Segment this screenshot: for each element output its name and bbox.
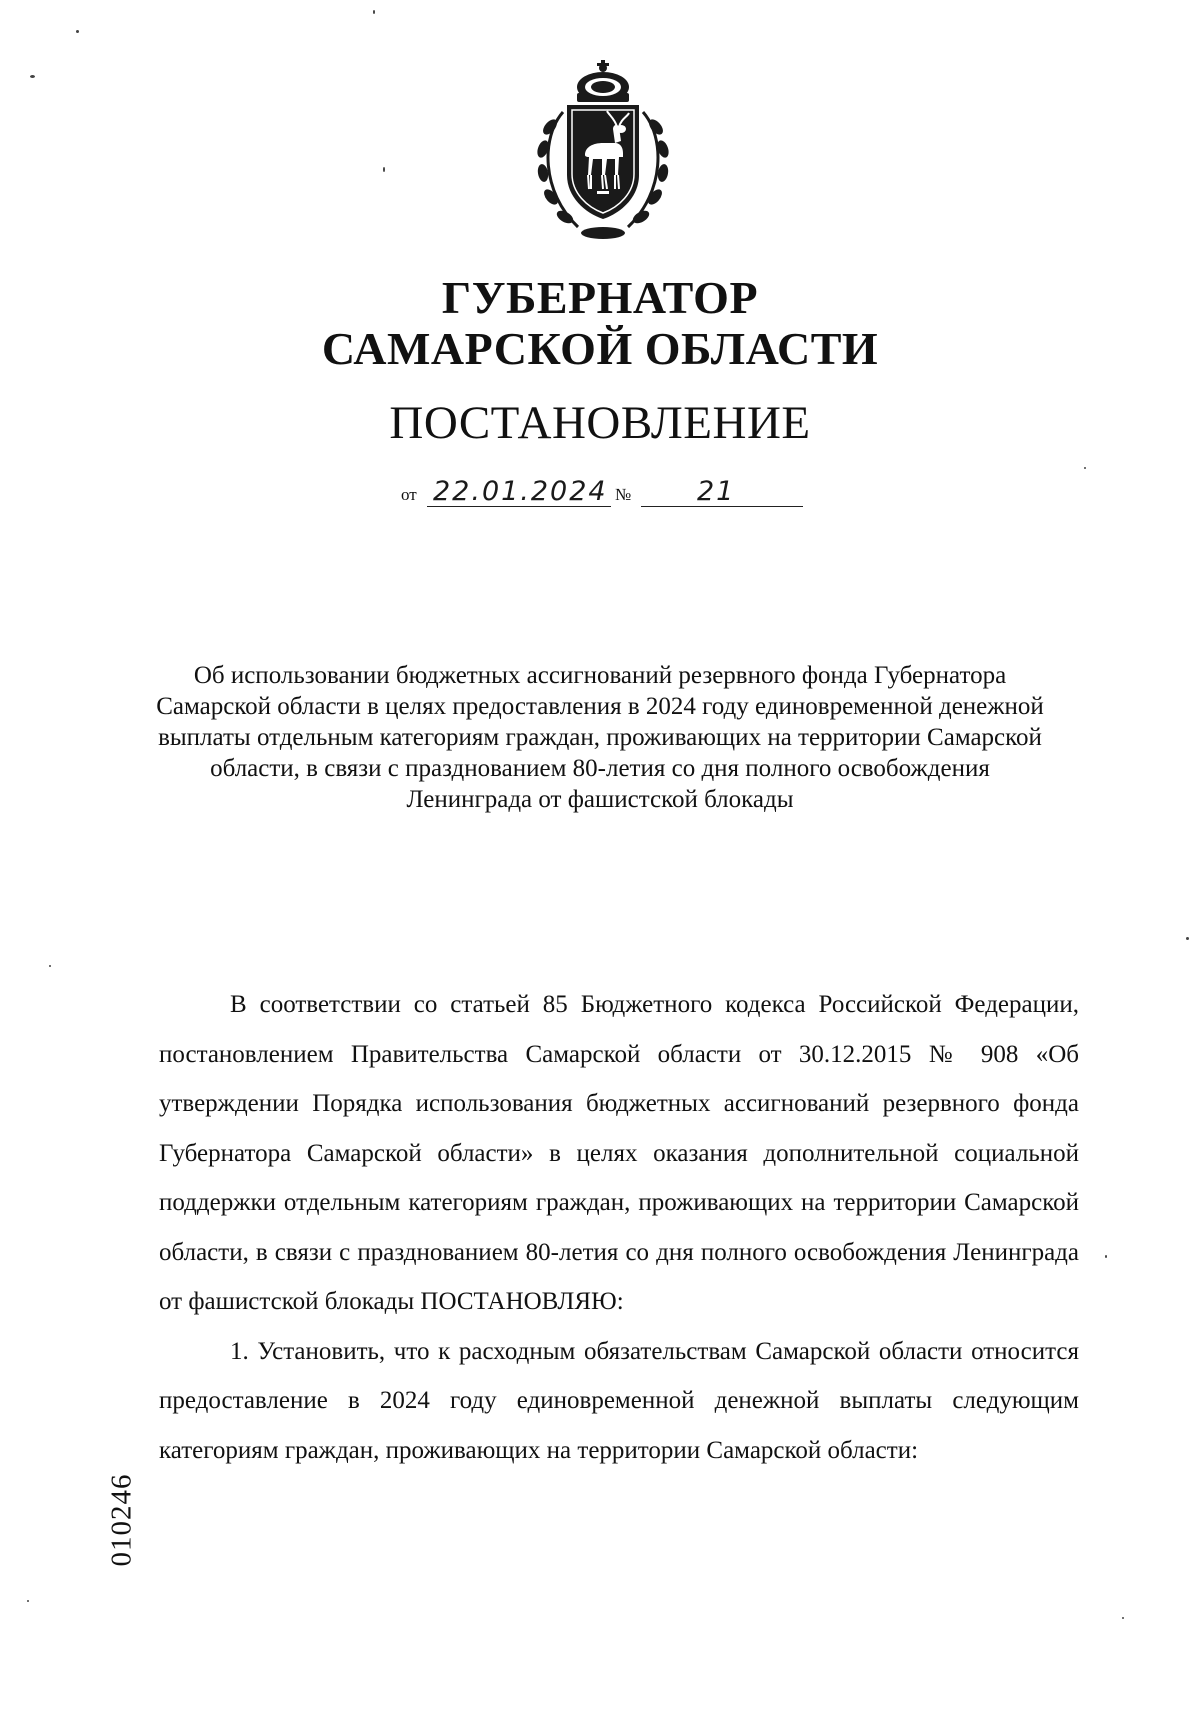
- scan-speck: [1105, 1255, 1107, 1258]
- scan-speck: [27, 1600, 29, 1602]
- scan-speck: [76, 30, 79, 33]
- authority-title-line2: САМАРСКОЙ ОБЛАСТИ: [321, 323, 879, 374]
- coat-of-arms-emblem: [523, 57, 683, 242]
- scan-speck: [1122, 1617, 1124, 1619]
- scan-speck: [1186, 937, 1189, 940]
- document-type-title: ПОСТАНОВЛЕНИЕ: [389, 397, 811, 449]
- crown-icon: [577, 60, 629, 102]
- number-label: №: [615, 485, 632, 504]
- scan-speck: [1084, 467, 1086, 469]
- scan-speck: [30, 75, 35, 78]
- scan-speck: [383, 167, 385, 172]
- document-body: [159, 980, 1079, 1475]
- scan-speck: [373, 10, 375, 14]
- authority-title-line1: ГУБЕРНАТОР: [441, 272, 759, 323]
- body-paragraph-1: В соответствии со статьей 85 Бюджетного кодекса Российской Федерации, постановлением Правительства Самарской области от 30.12.2015 № 908 «Об утверждении Порядка использования бюджетных ассигнований резервного фонда Губернатора Самарской области» в целях оказания дополнительной социальной поддержки отдельным категориям граждан, проживающих на территории Самарской области, в связи с празднованием 80-летия со дня полного освобождения Ленинграда от фашистской блокады ПОСТАНОВЛЯЮ:: [159, 991, 1079, 1315]
- number-handwritten: 21: [697, 476, 736, 507]
- body-paragraph-2: 1. Установить, что к расходным обязательствам Самарской области относится предоставление в 2024 году единовременной денежной выплаты следующим категориям граждан, проживающих на территории Самарской области:: [159, 1337, 1079, 1464]
- scan-speck: [49, 965, 51, 967]
- date-prefix-label: от: [401, 485, 417, 504]
- document-subject: Об использовании бюджетных ассигнований резервного фонда Губернатора Самарской области в целях предоставления в 2024 году единовременной денежной выплаты отдельным категориям граждан, проживающих на территории Самарской области, в связи с празднованием 80-летия со дня полного освобождения Ленинграда от фашистской блокады: [156, 662, 1044, 813]
- side-serial-number: 010246: [105, 1473, 138, 1567]
- date-handwritten: 22.01.2024: [433, 476, 608, 507]
